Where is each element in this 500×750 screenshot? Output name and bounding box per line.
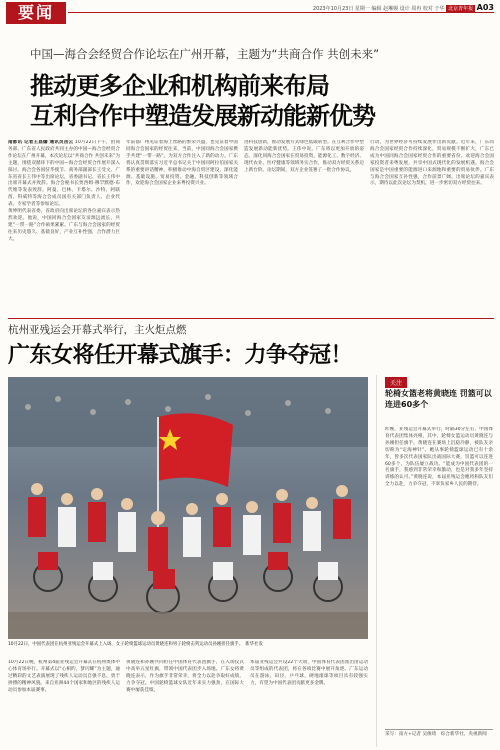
article1-column-3: 进科技创新，推动发展方式绿色低碳转型。在互利合作中塑造发展新动能新优势。王伟中说，广东将以更加开放的姿态，深化同海合会国家在贸易投资、能源化工、数字经济、现代农业、医疗健康等领域务实合作，推动双方经贸关系迈上新台阶。论坛期间，双方企业签署了一批合作协议。 [244, 140, 364, 173]
article1-col1-text: 10月22日下午，由商务部、广东省人民政府共同主办的中国—海合会经贸合作论坛在广州开幕，本次论坛以“共商合作 共创未来”为主题，围绕双循环下的中国—海合会经贸合作展开深入探讨。海合会各国驻华使节、商务部副部长王受文、广东省省长王伟中等出席论坛，省委副书记、省长王伟中出席开幕式并致辞。海合会秘书长贾西姆·穆罕默德·布代维等发表致辞。阿曼、巴林、卡塔尔、沙特、阿联酋、科威特等海合会成员国有关部门负责人、企业代表、专家学者等参加论坛。 [8, 140, 120, 208]
date-line: 2023年10月23日 星期一 编辑 赵琳嫚 设计 周冉 校对 于华 [312, 6, 445, 12]
sidebar-source: 采写：南方+记者 吴俊琦 综合新华社、央视新闻 [385, 729, 493, 739]
sidebar-tag: 关注 [385, 377, 407, 388]
sidebar-title: 轮椅女篮老将黄晓连 罚篮可以连进60多个 [385, 389, 492, 409]
editor-tag: 北京青年报 [448, 6, 474, 12]
photo-illustration [8, 377, 368, 639]
article1-column-4: 行动，为世界经济可持续发展作出新贡献。近年来，广东同海合会国家经贸合作持续深化，贸易规模不断扩大，广东已成为中国同海合会国家经贸合作的重要省份。欢迎海合会国家投资者来粤发展，共享中国式现代化的发展机遇。海合会国家是中国重要的能源进口来源地和重要的贸易伙伴。广东与海合会国家互补性强，合作前景广阔。出席论坛的嘉宾表示，期待以此次论坛为契机，进一步密切双方经贸往来。 [370, 140, 494, 187]
opening-ceremony-photo [8, 377, 368, 639]
article2-column-1: 10月22日晚，杭州第4届亚残运会开幕式在杭州奥体中心体育场举行。开幕式以“心相约，梦闪耀”为主题，通过精彩的文艺表演展现了残疾人运动员自强不息、勇于拼搏的精神风貌。来自亚洲44个国家和地区的残疾人运动员参加本届赛事。 [8, 660, 120, 693]
article1-headline-line2: 互利合作中塑造发展新动能新优势 [30, 102, 375, 130]
article2-column-3: 本届亚残运会共设22个大项，中国体育代表团派出由运动员等组成的代表团，将在各项比赛中展开角逐。广东运动员在游泳、田径、乒乓球、硬地滚球等项目具有较强实力，有望为中国代表团贡献更多金牌。 [250, 660, 368, 686]
page-number: A03 [476, 3, 494, 12]
article1-column-1 [8, 140, 120, 315]
sidebar-body: 昨晚，亚残运会开幕式举行，时隔30分左右，中国体育代表团集体亮相，其中，轮椅女篮运动员黄晓连与孙刚担任旗手。黄晓连在赛场上沉稳冷静，被队友亲切称为“定海神针”。她从事轮椅篮球运动已有十余年，曾多次代表国家队出战国际大赛，罚篮可以连进60多个，为队伍屡立战功。“能成为中国代表团的一名旗手，我感到非常荣幸和激动，也是对我多年坚持训练的认可。”黄晓连说，本届亚残运会她将和队友们全力以赴，力争夺冠，不辜负家乡人民的期待。 [385, 427, 493, 488]
section-divider [8, 318, 494, 319]
article1-byline: 南都讯 记者王昌爝 通讯员岳云 [8, 140, 74, 145]
masthead [6, 2, 494, 24]
section-tag: 要闻 [6, 2, 66, 24]
article1-kicker: 中国—海合会经贸合作论坛在广州开幕，主题为“共商合作 共创未来” [30, 47, 380, 61]
article1-column-2: 年前都广州见证着海上丝路的繁荣兴盛，也见证着中国同海合会国家的经贸往来，当前，中国同海合会国家携手共建“一带一路”，为双方合作注入了新的动力。广东将认真贯彻落实习近平总书记关于中国同阿拉伯国家关系的重要讲话精神，积极推动中海自贸区建设，深化能源、基础设施、贸易投资、金融、科技创新等领域合作，欢迎海合会国家企业来粤投资兴业。 [126, 140, 238, 187]
masthead-rule [68, 12, 494, 13]
article2-headline: 广东女将任开幕式旗手：力争夺冠！ [8, 343, 353, 368]
article1-headline-line1: 推动更多企业和机构前来布局 [30, 72, 329, 100]
article2-column-2: 黄晓连和孙刚共同担任中国体育代表团旗手，在入场仪式中高举五星红旗，带领中国代表团步入场地。广东女将黄晓连表示，作为旗手非常荣幸，将全力以赴争取好成绩，力争夺冠。中国轮椅篮球女队近年来实力强劲，在国际大赛中屡获佳绩。 [126, 660, 244, 693]
article2-kicker: 杭州亚残运会开幕式举行，主火炬点燃 [8, 324, 187, 336]
sidebar-feature [376, 375, 495, 747]
article1-col1b-text: 黄坤明代表省委、省政府向出席论坛的各位嘉宾表示热烈欢迎。他说，中国同海合会国家友谊源远流长，共建“一带一路”合作硕果累累。广东与海合会国家的经贸往来历史悠久、基础良好，产业互补性强，合作潜力巨大。 [8, 209, 120, 242]
photo-caption: 10月22日，中国代表团在杭州亚残运会开幕式上入场，女子轮椅篮球运动员黄晓连和男子轮椅击剑运动员孙刚担任旗手。 新华社发 [8, 642, 263, 647]
masthead-meta [313, 3, 494, 12]
